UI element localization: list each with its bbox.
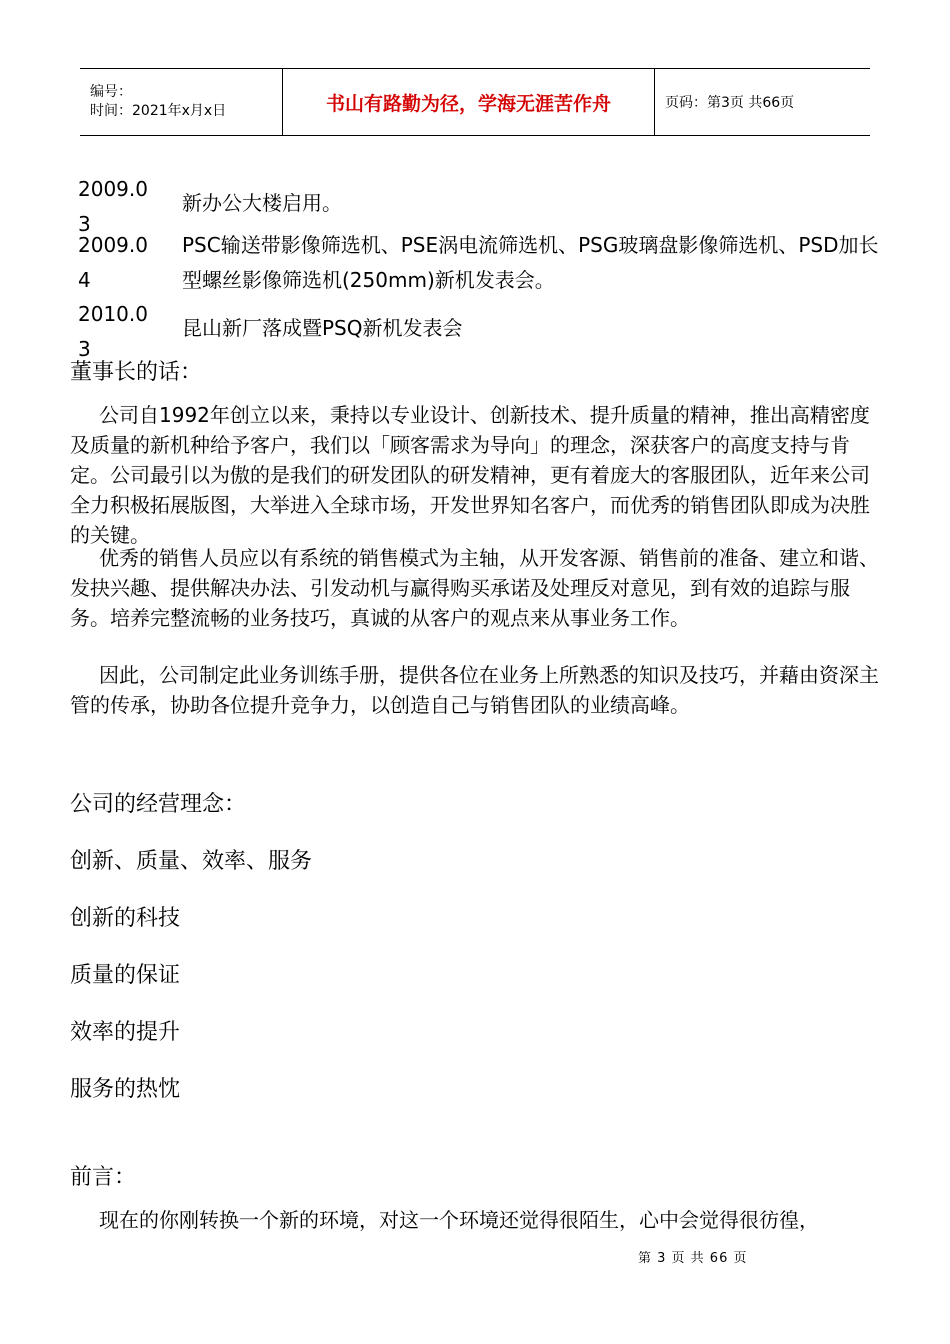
timeline-text: PSC输送带影像筛选机、PSE涡电流筛选机、PSG玻璃盘影像筛选机、PSD加长型螺丝影像筛选机(250mm)新机发表会。 [182, 233, 879, 292]
timeline-text: 新办公大楼启用。 [182, 191, 342, 215]
header-motto: 书山有路勤为径，学海无涯苦作舟 [282, 69, 655, 135]
chairman-paragraph: 因此，公司制定此业务训练手册，提供各位在业务上所熟悉的知识及技巧，并藉由资深主管的传承，协助各位提升竞争力，以创造自己与销售团队的业绩高峰。 [70, 663, 879, 717]
timeline-text: 昆山新厂落成暨PSQ新机发表会 [182, 316, 463, 340]
philosophy-heading: 公司的经营理念： [70, 792, 247, 817]
page-footer: 第 3 页 共 66 页 [638, 1251, 748, 1266]
chairman-paragraph: 优秀的销售人员应以有系统的销售模式为主轴，从开发客源、销售前的准备、建立和谐、发抉兴趣、提供解决办法、引发动机与赢得购买承诺及处理反对意见，到有效的追踪与服务。培养完整流畅的业务技巧，真诚的从客户的观点来从事业务工作。 [70, 546, 879, 630]
header-page-info: 页码：第3页 共66页 [665, 95, 795, 111]
preface-heading: 前言： [70, 1165, 137, 1190]
timeline-date: 2009.03 [78, 177, 148, 236]
chairman-heading: 董事长的话： [70, 360, 203, 385]
philosophy-item: 服务的热忱 [70, 1077, 181, 1102]
timeline-date: 2009.04 [78, 233, 148, 292]
serial-label: 编号： [90, 84, 132, 100]
header-meta [80, 69, 282, 135]
timeline-date: 2010.03 [78, 302, 148, 361]
philosophy-item: 质量的保证 [70, 963, 181, 988]
time-label: 时间：2021年x月x日 [90, 103, 227, 119]
page-header [80, 68, 870, 136]
philosophy-item: 效率的提升 [70, 1020, 181, 1045]
chairman-paragraph: 公司自1992年创立以来，秉持以专业设计、创新技术、提升质量的精神，推出高精密度及质量的新机种给予客户，我们以「顾客需求为导向」的理念，深获客户的高度支持与肯定。公司最引以为傲的是我们的研发团队的研发精神，更有着庞大的客服团队，近年来公司全力积极拓展版图，大举进入全球市场，开发世界知名客户，而优秀的销售团队即成为决胜的关键。 [70, 403, 870, 547]
philosophy-item: 创新的科技 [70, 906, 181, 931]
philosophy-item: 创新、质量、效率、服务 [70, 849, 313, 874]
preface-paragraph: 现在的你刚转换一个新的环境，对这一个环境还觉得很陌生，心中会觉得很彷徨， [99, 1208, 819, 1232]
